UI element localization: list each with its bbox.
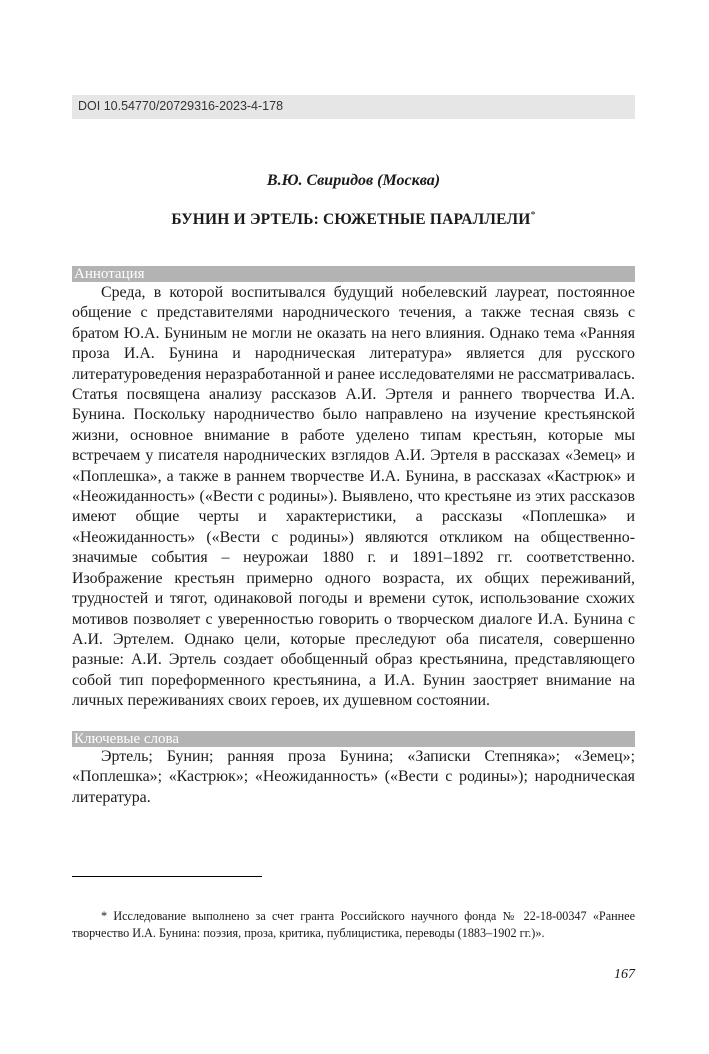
keywords-text: Эртель; Бунин; ранняя проза Бунина; «Записки Степняка»; «Земец»; «Поплешка»; «Кастрюк»; «Неожиданность» («Вести с родины»); народническая литература. (72, 748, 635, 806)
footnote-divider (72, 876, 262, 877)
doi-text: DOI 10.54770/20729316-2023-4-178 (78, 99, 284, 113)
keywords-heading-bar (72, 731, 635, 747)
abstract-text: Среда, в которой воспитывался будущий нобелевский лауреат, постоянное общение с представителями народнического течения, а также тесная связь с братом Ю.А. Буниным не могли не оказать на него влияния. Однако тема «Ранняя проза И.А. Бунина и народническая литература» является для русского литературоведения неразработанной и ранее исследователями не рассматривалась. Статья посвящена анализу рассказов А.И. Эртеля и раннего творчества И.А. Бунина. Поскольку народничество было направлено на изучение крестьянской жизни, основное внимание в работе уделено типам крестьян, которые мы встречаем у писателя народнических взглядов А.И. Эртеля в рассказах «Земец» и «Поплешка», а также в раннем творчестве И.А. Бунина, в рассказах «Кастрюк» и «Неожиданность» («Вести с родины»). Выявлено, что крестьяне из этих рассказов имеют общие черты и характеристики, а рассказы «Поплешка» и «Неожиданность» («Вести с родины») являются откликом на общественно-значимые события – неурожаи 1880 г. и 1891–1892 гг. соответственно. Изображение крестьян примерно одного возраста, их общих переживаний, трудностей и тягот, одинаковой погоды и времени суток, использование схожих мотивов позволяет с уверенностью говорить о творческом диалоге И.А. Бунина с А.И. Эртелем. Однако цели, которые преследуют оба писателя, совершенно разные: А.И. Эртель создает обобщенный образ крестьянина, представляющего собой тип пореформенного крестьянина, а И.А. Бунин заостряет внимание на личных переживаниях своих героев, их душевном состоянии. (72, 284, 635, 710)
title-footnote-mark: * (530, 210, 536, 221)
page-number: 167 (614, 967, 635, 982)
abstract-heading-bar (72, 266, 635, 282)
keywords-heading: Ключевые слова (74, 731, 180, 747)
article-title-text: БУНИН И ЭРТЕЛЬ: СЮЖЕТНЫЕ ПАРАЛЛЕЛИ (171, 211, 531, 229)
footnote-text: * Исследование выполнено за счет гранта Российского научного фонда № 22-18-00347 «Раннее творчество И.А. Бунина: поэзия, проза, критика, публицистика, переводы (1883–1902 гг.)». (72, 909, 635, 940)
abstract-heading: Аннотация (74, 266, 145, 282)
author-line: В.Ю. Свиридов (Москва) (266, 172, 441, 189)
article-title (72, 210, 635, 229)
doi-bar (72, 95, 635, 119)
